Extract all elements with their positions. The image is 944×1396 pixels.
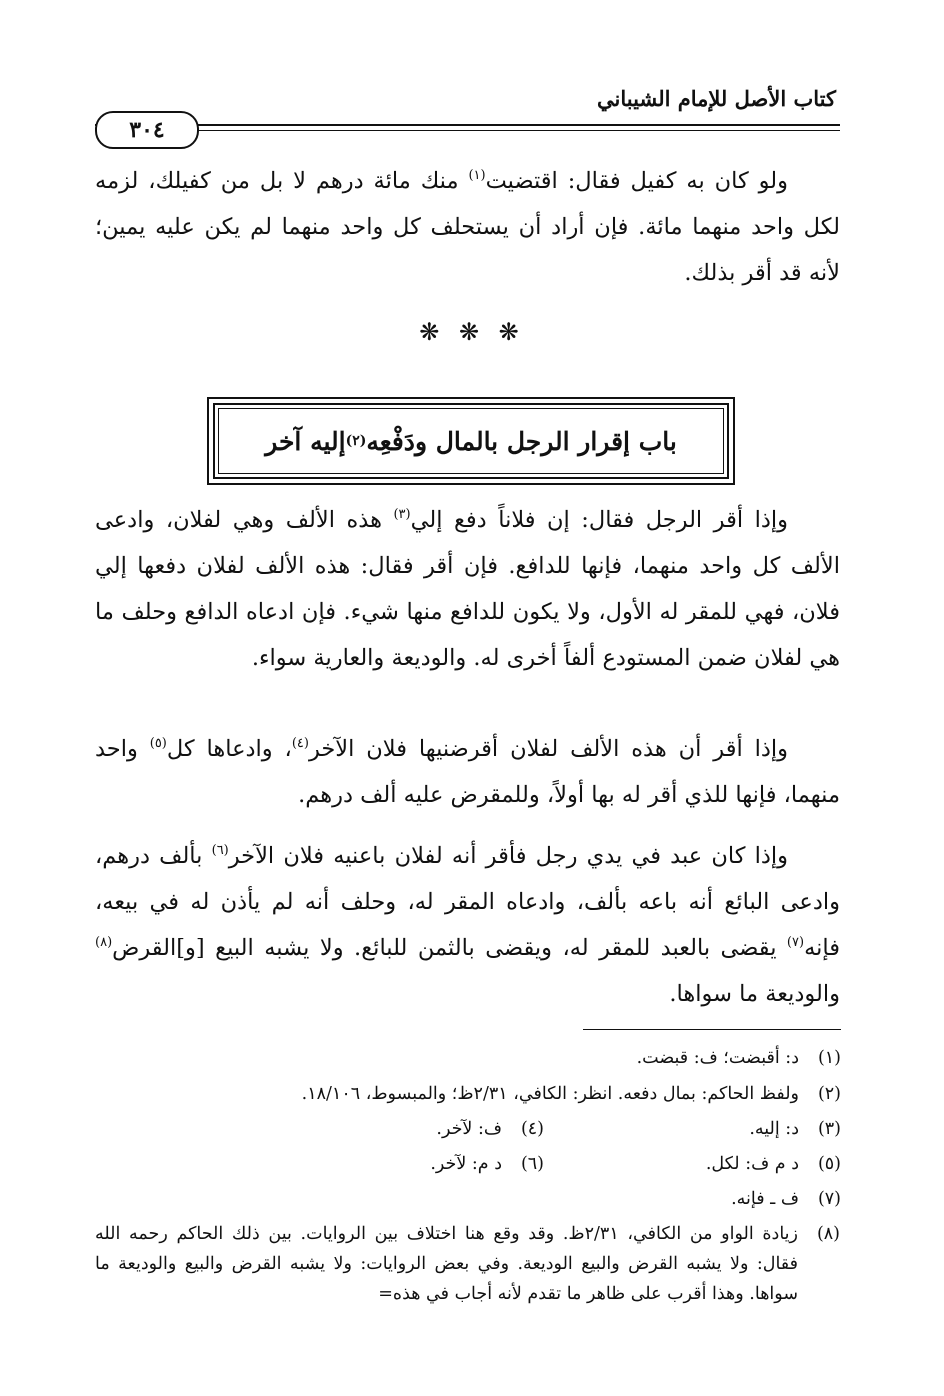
footnote-3: (٣)د: إليه. (749, 1119, 841, 1139)
header-rule-thin (95, 130, 840, 131)
chapter-title: باب إقرار الرجل بالمال ودَفْعِه (٢) إليه آخر (265, 426, 677, 456)
footnote-ref: (٤) (291, 736, 309, 751)
footnote-5: (٥)د م ف: لكل. (705, 1154, 841, 1174)
section-separator: ❋ ❋ ❋ (419, 318, 525, 346)
page-number: ٣٠٤ (95, 111, 199, 149)
footnote-ref: (٥) (149, 736, 167, 751)
paragraph-2: وإذا أقر الرجل فقال: إن فلاناً دفع إلي$^{(٣)}$ هذه الألف وهي لفلان، وادعى الألف كل واحد منهما، فإنها للدافع. فإن أقر فقال: هذه الألف لفلان دفعها إلي فلان، فهي للمقر له الأول، ولا يكون للدافع منها شيء. فإن ادعاه الدافع وحلف ما هي لفلان ضمن المستودع ألفاً أخرى له. والوديعة والعارية سواء. (95, 507, 840, 671)
footnote-4: (٤)ف: لآخر. (436, 1119, 544, 1139)
chapter-heading-box (207, 397, 735, 485)
footnote-ref: (٦) (211, 843, 229, 858)
footnote-ref: (١) (468, 168, 486, 183)
footnote-ref: (٣) (393, 507, 411, 522)
footnote-2: (٢)ولفظ الحاكم: بمال دفعه. انظر: الكافي، ٢/٣١ظ؛ والمبسوط، ١٨/١٠٦. (301, 1084, 841, 1104)
footnote-6: (٦)د م: لآخر. (430, 1154, 544, 1174)
running-title: كتاب الأصل للإمام الشيباني (597, 86, 836, 111)
footnote-ref: (٨) (95, 935, 113, 950)
paragraph-3: وإذا أقر أن هذه الألف لفلان أقرضنيها فلان الآخر$^{(٤)}$، وادعاها كل$^{(٥)}$ واحد منهما، فإنها للذي أقر له بها أولاً، وللمقرض عليه ألف درهم. (95, 736, 840, 808)
footnote-7: (٧)ف ـ فإنه. (731, 1189, 841, 1209)
paragraph-1: ولو كان به كفيل فقال: اقتضيت$^{(١)}$ منك مائة درهم لا بل من كفيلك، لزمه لكل واحد منهما مائة. فإن أراد أن يستحلف كل واحد منهما لم يكن عليه يمين؛ لأنه قد أقر بذلك. (95, 168, 840, 286)
header-rule (95, 124, 840, 126)
footnote-8: (٨) زيادة الواو من الكافي، ٢/٣١ظ. وقد وقع هنا اختلاف بين الروايات. بين ذلك الحاكم رحمه الله فقال: ولا يشبه القرض والبيع الوديعة. وفي بعض الروايات: ولا يشبه القرض والبيع والوديعة ما سواها. وهذا أقرب على ظاهر ما تقدم لأنه أجاب في هذه= (95, 1224, 840, 1304)
footnote-1: (١)د: أقبضت؛ ف: قبضت. (636, 1048, 841, 1068)
paragraph-4: وإذا كان عبد في يدي رجل فأقر أنه لفلان باعنيه فلان الآخر$^{(٦)}$ بألف درهم، وادعى البائع أنه باعه بألف، وادعاه المقر له، وحلف أنه لم يأذن له في بيعه، فإنه$^{(٧)}$ يقضى بالعبد للمقر له، ويقضى بالثمن للبائع. ولا يشبه البيع [و]القرض$^{(٨)}$ والوديعة ما سواها. (95, 843, 840, 1007)
footnote-rule (583, 1029, 841, 1030)
footnote-ref: (٧) (786, 935, 805, 950)
